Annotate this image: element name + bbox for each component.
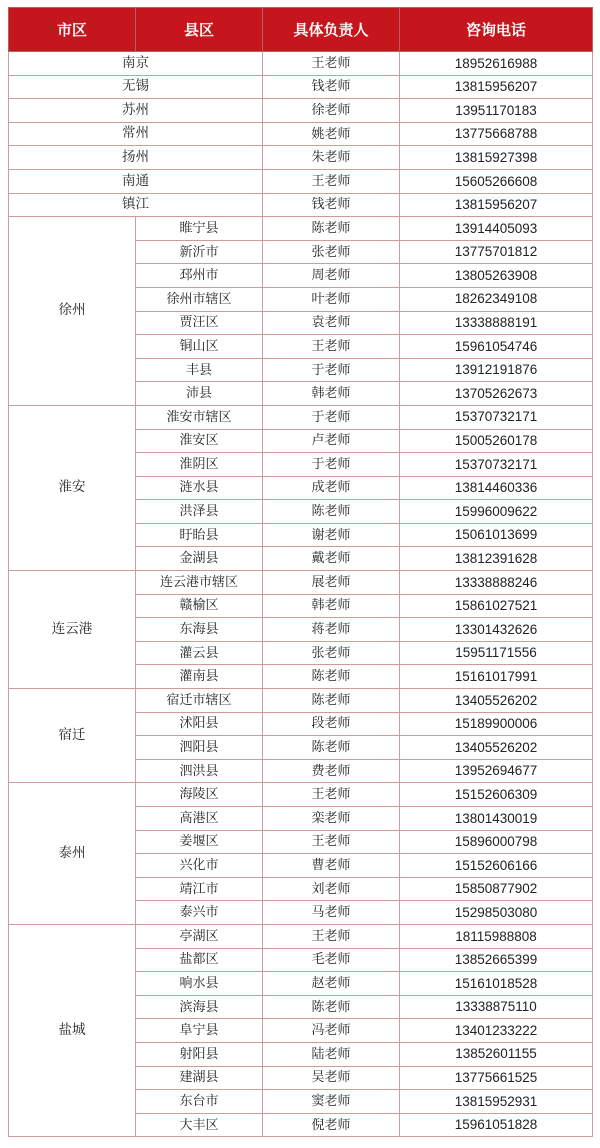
phone-cell: 15961054746 (400, 335, 593, 359)
city-group-cell: 淮安 (9, 405, 136, 570)
table-row (9, 217, 593, 241)
table-row (9, 169, 593, 193)
table-row (9, 783, 593, 807)
district-cell: 泰兴市 (136, 901, 263, 925)
phone-cell: 13912191876 (400, 358, 593, 382)
phone-cell: 13951170183 (400, 99, 593, 123)
table-row (9, 193, 593, 217)
district-cell: 赣榆区 (136, 594, 263, 618)
contact-cell: 毛老师 (263, 948, 400, 972)
phone-cell: 13405526202 (400, 689, 593, 713)
district-cell: 兴化市 (136, 854, 263, 878)
district-cell: 海陵区 (136, 783, 263, 807)
contact-cell: 王老师 (263, 52, 400, 76)
district-cell: 阜宁县 (136, 1019, 263, 1043)
contact-cell: 卢老师 (263, 429, 400, 453)
phone-cell: 18262349108 (400, 287, 593, 311)
header-row (9, 8, 593, 52)
district-cell: 泗洪县 (136, 759, 263, 783)
contact-cell: 王老师 (263, 830, 400, 854)
contact-cell: 王老师 (263, 924, 400, 948)
phone-cell: 15951171556 (400, 641, 593, 665)
phone-cell: 15005260178 (400, 429, 593, 453)
contact-cell: 张老师 (263, 641, 400, 665)
contact-cell: 谢老师 (263, 523, 400, 547)
table-row (9, 405, 593, 429)
contact-cell: 王老师 (263, 783, 400, 807)
city-cell: 南京 (9, 52, 263, 76)
district-cell: 盐都区 (136, 948, 263, 972)
district-cell: 滨海县 (136, 995, 263, 1019)
phone-cell: 15605266608 (400, 169, 593, 193)
phone-cell: 13338888191 (400, 311, 593, 335)
district-cell: 贾汪区 (136, 311, 263, 335)
contact-cell: 姚老师 (263, 122, 400, 146)
city-group-cell: 宿迁 (9, 689, 136, 783)
district-cell: 东海县 (136, 618, 263, 642)
district-cell: 涟水县 (136, 476, 263, 500)
district-cell: 邳州市 (136, 264, 263, 288)
district-cell: 淮安市辖区 (136, 405, 263, 429)
contact-cell: 于老师 (263, 358, 400, 382)
district-cell: 盱眙县 (136, 523, 263, 547)
contact-cell: 窦老师 (263, 1090, 400, 1114)
phone-cell: 13705262673 (400, 382, 593, 406)
district-cell: 淮阴区 (136, 453, 263, 477)
district-cell: 丰县 (136, 358, 263, 382)
contact-cell: 王老师 (263, 335, 400, 359)
phone-cell: 13815927398 (400, 146, 593, 170)
phone-cell: 18952616988 (400, 52, 593, 76)
phone-cell: 13775701812 (400, 240, 593, 264)
contact-cell: 成老师 (263, 476, 400, 500)
contact-cell: 钱老师 (263, 75, 400, 99)
contact-cell: 陈老师 (263, 736, 400, 760)
table-row (9, 571, 593, 595)
phone-cell: 13814460336 (400, 476, 593, 500)
phone-cell: 13775661525 (400, 1066, 593, 1090)
header-city: 市区 (9, 8, 136, 52)
contact-cell: 周老师 (263, 264, 400, 288)
contact-cell: 钱老师 (263, 193, 400, 217)
phone-cell: 13801430019 (400, 807, 593, 831)
phone-cell: 15152606166 (400, 854, 593, 878)
city-cell: 镇江 (9, 193, 263, 217)
table-row (9, 99, 593, 123)
contact-cell: 蒋老师 (263, 618, 400, 642)
city-group-cell: 泰州 (9, 783, 136, 925)
phone-cell: 13852665399 (400, 948, 593, 972)
phone-cell: 15161017991 (400, 665, 593, 689)
phone-cell: 13301432626 (400, 618, 593, 642)
phone-cell: 15370732171 (400, 453, 593, 477)
phone-cell: 13775668788 (400, 122, 593, 146)
contact-cell: 倪老师 (263, 1113, 400, 1137)
contact-cell: 吴老师 (263, 1066, 400, 1090)
phone-cell: 15996009622 (400, 500, 593, 524)
district-cell: 沛县 (136, 382, 263, 406)
district-cell: 射阳县 (136, 1042, 263, 1066)
table-header (9, 8, 593, 52)
district-cell: 灌云县 (136, 641, 263, 665)
contact-cell: 王老师 (263, 169, 400, 193)
contact-cell: 张老师 (263, 240, 400, 264)
contact-cell: 陆老师 (263, 1042, 400, 1066)
table-row (9, 146, 593, 170)
city-cell: 苏州 (9, 99, 263, 123)
phone-cell: 15961051828 (400, 1113, 593, 1137)
city-cell: 无锡 (9, 75, 263, 99)
contact-cell: 朱老师 (263, 146, 400, 170)
city-cell: 常州 (9, 122, 263, 146)
phone-cell: 15189900006 (400, 712, 593, 736)
city-group-cell: 盐城 (9, 924, 136, 1136)
contact-cell: 袁老师 (263, 311, 400, 335)
city-cell: 扬州 (9, 146, 263, 170)
city-cell: 南通 (9, 169, 263, 193)
district-cell: 铜山区 (136, 335, 263, 359)
phone-cell: 13812391628 (400, 547, 593, 571)
phone-cell: 13401233222 (400, 1019, 593, 1043)
district-cell: 亭湖区 (136, 924, 263, 948)
contact-cell: 陈老师 (263, 665, 400, 689)
district-cell: 睢宁县 (136, 217, 263, 241)
phone-cell: 15850877902 (400, 877, 593, 901)
contact-cell: 于老师 (263, 405, 400, 429)
contact-cell: 段老师 (263, 712, 400, 736)
contact-cell: 陈老师 (263, 217, 400, 241)
header-district: 县区 (136, 8, 263, 52)
contact-cell: 曹老师 (263, 854, 400, 878)
contact-cell: 栾老师 (263, 807, 400, 831)
district-cell: 高港区 (136, 807, 263, 831)
district-cell: 姜堰区 (136, 830, 263, 854)
city-group-cell: 徐州 (9, 217, 136, 406)
phone-cell: 15896000798 (400, 830, 593, 854)
table-row (9, 75, 593, 99)
contact-cell: 费老师 (263, 759, 400, 783)
phone-cell: 13815956207 (400, 75, 593, 99)
contact-cell: 戴老师 (263, 547, 400, 571)
contact-cell: 冯老师 (263, 1019, 400, 1043)
table-row (9, 122, 593, 146)
district-cell: 宿迁市辖区 (136, 689, 263, 713)
district-cell: 洪泽县 (136, 500, 263, 524)
district-cell: 金湖县 (136, 547, 263, 571)
contact-cell: 于老师 (263, 453, 400, 477)
district-cell: 徐州市辖区 (136, 287, 263, 311)
district-cell: 连云港市辖区 (136, 571, 263, 595)
district-cell: 泗阳县 (136, 736, 263, 760)
phone-cell: 15061013699 (400, 523, 593, 547)
phone-cell: 13338875110 (400, 995, 593, 1019)
contact-cell: 展老师 (263, 571, 400, 595)
district-cell: 沭阳县 (136, 712, 263, 736)
district-cell: 建湖县 (136, 1066, 263, 1090)
phone-cell: 15370732171 (400, 405, 593, 429)
contact-cell: 徐老师 (263, 99, 400, 123)
contact-cell: 叶老师 (263, 287, 400, 311)
contact-cell: 马老师 (263, 901, 400, 925)
district-cell: 响水县 (136, 972, 263, 996)
contact-cell: 刘老师 (263, 877, 400, 901)
district-cell: 淮安区 (136, 429, 263, 453)
contact-cell: 韩老师 (263, 382, 400, 406)
district-cell: 靖江市 (136, 877, 263, 901)
city-group-cell: 连云港 (9, 571, 136, 689)
table-row (9, 689, 593, 713)
phone-cell: 13914405093 (400, 217, 593, 241)
contact-cell: 陈老师 (263, 995, 400, 1019)
phone-cell: 15298503080 (400, 901, 593, 925)
phone-cell: 13405526202 (400, 736, 593, 760)
table-body (9, 52, 593, 1137)
phone-cell: 13815952931 (400, 1090, 593, 1114)
phone-cell: 13805263908 (400, 264, 593, 288)
district-cell: 灌南县 (136, 665, 263, 689)
phone-cell: 13815956207 (400, 193, 593, 217)
district-cell: 大丰区 (136, 1113, 263, 1137)
phone-cell: 13338888246 (400, 571, 593, 595)
phone-cell: 18115988808 (400, 924, 593, 948)
phone-cell: 15861027521 (400, 594, 593, 618)
district-cell: 东台市 (136, 1090, 263, 1114)
table-row (9, 52, 593, 76)
phone-cell: 13952694677 (400, 759, 593, 783)
header-contact: 具体负责人 (263, 8, 400, 52)
contact-table (8, 7, 593, 1137)
contact-cell: 赵老师 (263, 972, 400, 996)
district-cell: 新沂市 (136, 240, 263, 264)
phone-cell: 15152606309 (400, 783, 593, 807)
contact-cell: 陈老师 (263, 689, 400, 713)
phone-cell: 15161018528 (400, 972, 593, 996)
contact-cell: 韩老师 (263, 594, 400, 618)
contact-cell: 陈老师 (263, 500, 400, 524)
phone-cell: 13852601155 (400, 1042, 593, 1066)
table-row (9, 924, 593, 948)
header-phone: 咨询电话 (400, 8, 593, 52)
